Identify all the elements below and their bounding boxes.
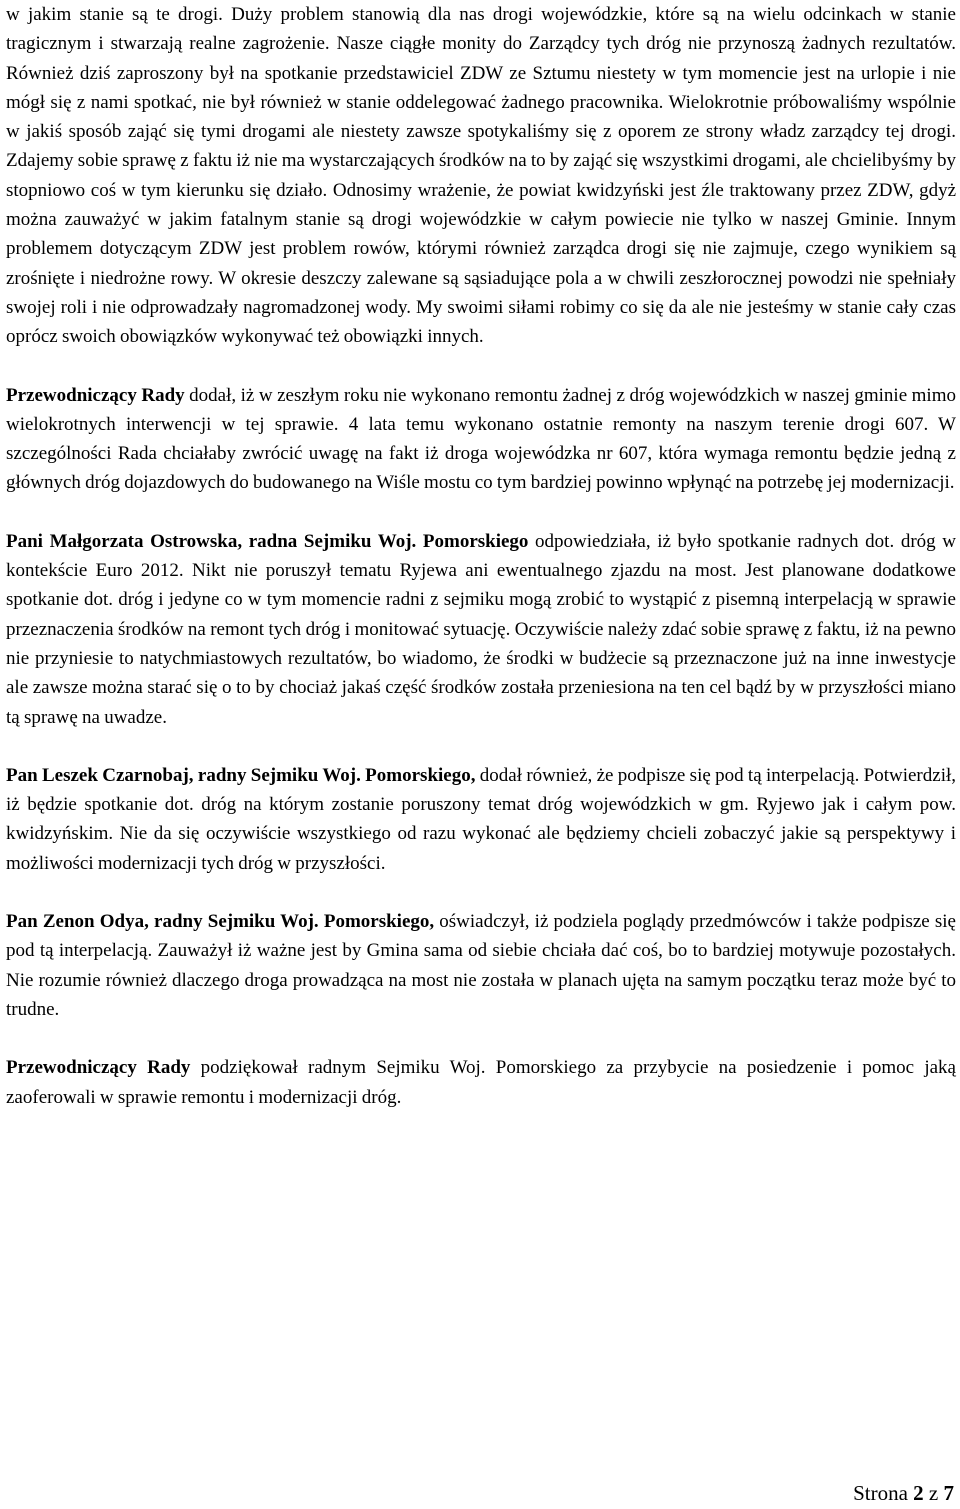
paragraph-2-speaker: Przewodniczący Rady xyxy=(6,384,185,406)
paragraph-1-text: w jakim stanie są te drogi. Duży problem stanowią dla nas drogi wojewódzkie, które są na wielu odcinkach w stanie tragicznym i stwarzają realne zagrożenie. Nasze ciągłe monity do Zarządcy tych dróg nie przynoszą żadnych rezultatów. Również dziś zaproszony był na spotkanie przedstawiciel ZDW ze Sztumu niestety w tym momencie jest na urlopie i nie mógł się z nami spotkać, nie był również w stanie oddelegować żadnego pracownika. Wielokrotnie próbowaliśmy wspólnie w jakiś sposób zająć się tymi drogami ale niestety zawsze spotykaliśmy się z oporem ze strony władz zarządcy tej drogi. Zdajemy sobie sprawę z faktu iż nie ma wystarczających środków na to by zająć się wszystkimi drogami, ale chcielibyśmy by stopniowo coś w tym kierunku się działo. Odnosimy wrażenie, że powiat kwidzyński jest źle traktowany przez ZDW, gdyż można zauważyć w jakim fatalnym stanie są drogi wojewódzkie w całym powiecie nie tylko w naszej Gminie. Innym problemem dotyczącym ZDW jest problem rowów, którymi również zarządca drogi się nie zajmuje, czego wynikiem są zrośnięte i niedrożne rowy. W okresie deszczy zalewane są sąsiadujące pola a w chwili zeszłorocznej powodzi nie spełniały swojej roli i nie odprowadzały nagromadzonej wody. My swoimi siłami robimy co się da ale nie jesteśmy w stanie cały czas oprócz swoich obowiązków wykonywać też obowiązki innych. xyxy=(6,4,956,348)
paragraph-3-speaker: Pani Małgorzata Ostrowska, radna Sejmiku Woj. Pomorskiego xyxy=(6,530,529,552)
paragraph-4-speaker: Pan Leszek Czarnobaj, radny Sejmiku Woj. Pomorskiego, xyxy=(6,764,476,786)
paragraph-2 xyxy=(6,381,956,498)
page-number-current: 2 xyxy=(913,1481,924,1505)
paragraph-6 xyxy=(6,1053,956,1112)
page-number-total: 7 xyxy=(943,1481,954,1505)
paragraph-3 xyxy=(6,527,956,732)
paragraph-5-text: oświadczył, iż podziela poglądy przedmówców i także podpisze się pod tą interpelacją. Zauważył iż ważne jest by Gmina sama od siebie chciała dać coś, bo to bardziej motywuje pozostałych. Nie rozumie również dlaczego droga prowadząca na most nie została w planach ujęta na samym początku teraz może być to trudne. xyxy=(6,911,956,1020)
paragraph-5 xyxy=(6,907,956,1024)
page-number-prefix: Strona xyxy=(853,1481,914,1505)
paragraph-6-speaker: Przewodniczący Rady xyxy=(6,1057,191,1079)
page-number-separator: z xyxy=(923,1481,944,1505)
paragraph-2-text: dodał, iż w zeszłym roku nie wykonano remontu żadnej z dróg wojewódzkich w naszej gminie mimo wielokrotnych interwencji w tej sprawie. 4 lata temu wykonano ostatnie remonty na naszym terenie drogi 607. W szczególności Rada chciałaby zwrócić uwagę na fakt iż droga wojewódzka nr 607, która wymaga remontu będzie jedną z głównych dróg dojazdowych do budowanego na Wiśle mostu co tym bardziej powinno wpłynąć na potrzebę jej modernizacji. xyxy=(6,384,956,494)
paragraph-3-text: odpowiedziała, iż było spotkanie radnych dot. dróg w kontekście Euro 2012. Nikt nie poruszył tematu Ryjewa ani ewentualnego zjazdu na most. Jest planowane dodatkowe spotkanie dot. dróg i jedyne co w tym momencie radni z sejmiku mogą zrobić to wystąpić z pisemną interpelacją w sprawie przeznaczenia środków na remont tych dróg i monitować sytuację. Oczywiście należy zdać sobie sprawę z faktu, iż na pewno nie przyniesie to natychmiastowych rezultatów, bo wiadomo, że środki w budżecie są przeznaczone już na inne inwestycje ale zawsze można starać się o to by chociaż jakaś część środków została przeniesiona na ten cel bądź by w przyszłości miano tą sprawę na uwadze. xyxy=(6,530,956,728)
paragraph-5-speaker: Pan Zenon Odya, radny Sejmiku Woj. Pomorskiego, xyxy=(6,911,435,933)
paragraph-4-text: dodał również, że podpisze się pod tą interpelacją. Potwierdził, iż będzie spotkanie dot. dróg na którym zostanie poruszony temat dróg wojewódzkich w gm. Ryjewo jak i całym pow. kwidzyńskim. Nie da się oczywiście wszystkiego od razu wykonać ale będziemy chcieli zobaczyć jakie są perspektywy i możliwości modernizacji tych dróg w przyszłości. xyxy=(6,764,957,874)
paragraph-1 xyxy=(6,0,956,352)
document-page xyxy=(6,0,956,1112)
paragraph-6-text: podziękował radnym Sejmiku Woj. Pomorskiego za przybycie na posiedzenie i pomoc jaką zaoferowali w sprawie remontu i modernizacji dróg. xyxy=(6,1057,956,1108)
paragraph-4 xyxy=(6,761,956,878)
page-number-footer xyxy=(853,1481,954,1506)
